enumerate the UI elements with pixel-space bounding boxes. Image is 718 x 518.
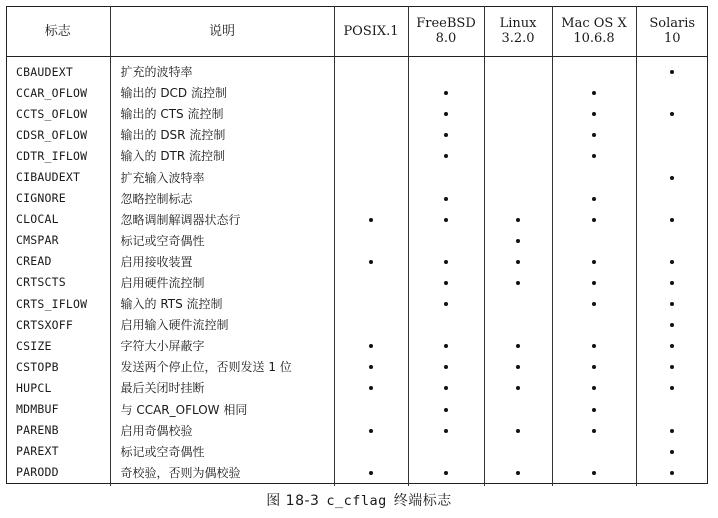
figure-caption [0, 490, 718, 510]
support-cell-linux [484, 462, 552, 486]
flag-description: 忽略调制解调器状态行 [110, 209, 334, 230]
support-cell-macos [552, 314, 636, 335]
header-flag: 标志 [6, 6, 110, 57]
support-cell-posix [334, 103, 408, 124]
caption-prefix: 图 18-3 [266, 493, 320, 509]
flag-name: CCTS_OFLOW [16, 106, 88, 121]
header-solaris: Solaris 10 [636, 6, 708, 57]
support-dot-icon [592, 260, 596, 264]
flag-name: MDMBUF [16, 402, 59, 417]
table-row [6, 377, 708, 398]
support-cell-linux [484, 103, 552, 124]
flag-description: 启用硬件流控制 [110, 272, 334, 293]
support-cell-posix [334, 57, 408, 83]
support-dot-icon [670, 323, 674, 327]
flag-description: 标记或空奇偶性 [110, 441, 334, 462]
flag-description: 字符大小屏蔽字 [110, 335, 334, 356]
support-cell-macos [552, 272, 636, 293]
support-dot-icon [592, 471, 596, 475]
support-cell-freebsd [408, 272, 484, 293]
support-cell-freebsd [408, 399, 484, 420]
table-body [6, 57, 708, 486]
support-cell-macos [552, 293, 636, 314]
support-cell-macos [552, 335, 636, 356]
table-row [6, 335, 708, 356]
support-cell-linux [484, 399, 552, 420]
support-cell-freebsd [408, 145, 484, 166]
support-dot-icon [592, 386, 596, 390]
support-cell-macos [552, 145, 636, 166]
support-cell-macos [552, 82, 636, 103]
support-cell-macos [552, 230, 636, 251]
support-dot-icon [592, 133, 596, 137]
support-dot-icon [592, 302, 596, 306]
flag-name: CIBAUDEXT [16, 170, 81, 185]
support-cell-solaris [636, 209, 708, 230]
support-cell-freebsd [408, 420, 484, 441]
support-cell-posix [334, 293, 408, 314]
support-cell-freebsd [408, 377, 484, 398]
support-dot-icon [369, 386, 373, 390]
cflag-table [6, 6, 708, 486]
table-row [6, 356, 708, 377]
support-cell-posix [334, 377, 408, 398]
support-dot-icon [516, 365, 520, 369]
support-dot-icon [444, 429, 448, 433]
support-cell-posix [334, 314, 408, 335]
support-cell-linux [484, 377, 552, 398]
flag-description: 启用输入硬件流控制 [110, 314, 334, 335]
support-cell-solaris [636, 356, 708, 377]
support-dot-icon [444, 197, 448, 201]
support-cell-freebsd [408, 188, 484, 209]
support-cell-solaris [636, 230, 708, 251]
flag-name: PAREXT [16, 444, 59, 459]
support-cell-macos [552, 103, 636, 124]
support-cell-linux [484, 335, 552, 356]
flag-name: PARODD [16, 465, 59, 480]
flag-description: 奇校验，否则为偶校验 [110, 462, 334, 486]
support-cell-freebsd [408, 356, 484, 377]
header-posix: POSIX.1 [334, 6, 408, 57]
flag-description: 输出的 DCD 流控制 [110, 82, 334, 103]
support-cell-macos [552, 166, 636, 187]
support-dot-icon [592, 91, 596, 95]
flag-name: CDTR_IFLOW [16, 148, 88, 163]
support-cell-freebsd [408, 462, 484, 486]
flag-description: 扩充输入波特率 [110, 166, 334, 187]
support-dot-icon [444, 365, 448, 369]
support-cell-posix [334, 124, 408, 145]
support-dot-icon [592, 408, 596, 412]
support-cell-solaris [636, 293, 708, 314]
support-cell-linux [484, 82, 552, 103]
table-row [6, 251, 708, 272]
table-row [6, 188, 708, 209]
flag-name: CRTSXOFF [16, 317, 73, 332]
support-cell-solaris [636, 124, 708, 145]
support-cell-freebsd [408, 293, 484, 314]
support-cell-solaris [636, 103, 708, 124]
support-dot-icon [444, 154, 448, 158]
flag-description: 启用奇偶校验 [110, 420, 334, 441]
support-cell-linux [484, 314, 552, 335]
header-linux: Linux 3.2.0 [484, 6, 552, 57]
support-cell-freebsd [408, 441, 484, 462]
support-cell-posix [334, 166, 408, 187]
support-dot-icon [444, 133, 448, 137]
flag-name: CMSPAR [16, 233, 59, 248]
support-cell-freebsd [408, 251, 484, 272]
flag-description: 输出的 CTS 流控制 [110, 103, 334, 124]
support-cell-linux [484, 293, 552, 314]
support-cell-posix [334, 188, 408, 209]
support-dot-icon [670, 302, 674, 306]
support-cell-solaris [636, 82, 708, 103]
support-cell-macos [552, 441, 636, 462]
support-dot-icon [592, 281, 596, 285]
table-header-row [6, 6, 708, 57]
support-cell-solaris [636, 166, 708, 187]
support-cell-macos [552, 209, 636, 230]
support-dot-icon [670, 344, 674, 348]
support-cell-linux [484, 272, 552, 293]
support-dot-icon [516, 260, 520, 264]
support-cell-posix [334, 399, 408, 420]
flag-name: CRTSCTS [16, 275, 66, 290]
support-cell-solaris [636, 420, 708, 441]
support-cell-linux [484, 356, 552, 377]
support-cell-macos [552, 57, 636, 83]
support-cell-freebsd [408, 314, 484, 335]
support-cell-macos [552, 399, 636, 420]
support-cell-posix [334, 420, 408, 441]
support-cell-posix [334, 230, 408, 251]
caption-suffix: 终端标志 [393, 493, 452, 509]
support-cell-linux [484, 57, 552, 83]
support-cell-posix [334, 441, 408, 462]
support-cell-macos [552, 377, 636, 398]
table-row [6, 230, 708, 251]
support-cell-posix [334, 272, 408, 293]
support-dot-icon [516, 344, 520, 348]
support-cell-linux [484, 441, 552, 462]
table-row [6, 209, 708, 230]
support-cell-solaris [636, 462, 708, 486]
support-dot-icon [444, 91, 448, 95]
support-dot-icon [592, 218, 596, 222]
support-dot-icon [670, 281, 674, 285]
table-row [6, 124, 708, 145]
table-row [6, 441, 708, 462]
support-dot-icon [369, 429, 373, 433]
support-dot-icon [670, 218, 674, 222]
support-cell-freebsd [408, 166, 484, 187]
support-dot-icon [516, 386, 520, 390]
support-dot-icon [592, 429, 596, 433]
support-cell-solaris [636, 441, 708, 462]
support-dot-icon [670, 70, 674, 74]
support-dot-icon [444, 218, 448, 222]
support-dot-icon [444, 408, 448, 412]
support-dot-icon [592, 197, 596, 201]
support-dot-icon [369, 344, 373, 348]
flag-name: CCAR_OFLOW [16, 85, 88, 100]
flag-name: CSTOPB [16, 359, 59, 374]
support-cell-macos [552, 188, 636, 209]
support-cell-freebsd [408, 230, 484, 251]
header-description: 说明 [110, 6, 334, 57]
flag-name: CLOCAL [16, 212, 59, 227]
flag-name: CRTS_IFLOW [16, 296, 88, 311]
table-row [6, 57, 708, 83]
support-dot-icon [369, 471, 373, 475]
support-dot-icon [592, 365, 596, 369]
support-cell-macos [552, 251, 636, 272]
support-cell-macos [552, 124, 636, 145]
table-row [6, 145, 708, 166]
support-dot-icon [670, 429, 674, 433]
support-dot-icon [369, 260, 373, 264]
table-row [6, 399, 708, 420]
flag-name: CIGNORE [16, 191, 66, 206]
support-dot-icon [670, 112, 674, 116]
table-row [6, 103, 708, 124]
flag-name: CBAUDEXT [16, 64, 73, 79]
support-cell-solaris [636, 145, 708, 166]
support-cell-linux [484, 420, 552, 441]
support-cell-linux [484, 188, 552, 209]
flag-name: CDSR_OFLOW [16, 127, 88, 142]
flag-name: CREAD [16, 254, 52, 269]
support-dot-icon [444, 302, 448, 306]
support-dot-icon [444, 260, 448, 264]
support-cell-macos [552, 420, 636, 441]
support-dot-icon [592, 344, 596, 348]
table-row [6, 314, 708, 335]
support-dot-icon [444, 112, 448, 116]
support-dot-icon [592, 112, 596, 116]
support-dot-icon [444, 281, 448, 285]
support-cell-freebsd [408, 57, 484, 83]
support-cell-solaris [636, 57, 708, 83]
support-cell-posix [334, 356, 408, 377]
support-cell-solaris [636, 335, 708, 356]
flag-name: HUPCL [16, 380, 52, 395]
support-cell-freebsd [408, 124, 484, 145]
header-macos: Mac OS X 10.6.8 [552, 6, 636, 57]
support-dot-icon [369, 218, 373, 222]
flag-name: PARENB [16, 423, 59, 438]
support-cell-linux [484, 209, 552, 230]
support-cell-posix [334, 462, 408, 486]
support-cell-posix [334, 335, 408, 356]
support-cell-solaris [636, 251, 708, 272]
flag-description: 输入的 DTR 流控制 [110, 145, 334, 166]
support-dot-icon [670, 386, 674, 390]
support-cell-posix [334, 209, 408, 230]
support-dot-icon [516, 281, 520, 285]
support-dot-icon [369, 365, 373, 369]
support-cell-freebsd [408, 209, 484, 230]
support-dot-icon [444, 471, 448, 475]
support-cell-linux [484, 251, 552, 272]
support-dot-icon [444, 344, 448, 348]
flag-description: 发送两个停止位，否则发送 1 位 [110, 356, 334, 377]
table-row [6, 293, 708, 314]
support-dot-icon [516, 218, 520, 222]
flag-description: 扩充的波特率 [110, 57, 334, 83]
table-row [6, 420, 708, 441]
support-dot-icon [670, 471, 674, 475]
support-dot-icon [592, 154, 596, 158]
flag-description: 输入的 RTS 流控制 [110, 293, 334, 314]
support-dot-icon [516, 239, 520, 243]
flag-description: 输出的 DSR 流控制 [110, 124, 334, 145]
support-dot-icon [670, 365, 674, 369]
support-dot-icon [670, 450, 674, 454]
table-row [6, 462, 708, 486]
header-freebsd: FreeBSD 8.0 [408, 6, 484, 57]
flag-description: 与 CCAR_OFLOW 相同 [110, 399, 334, 420]
support-cell-linux [484, 145, 552, 166]
support-dot-icon [670, 176, 674, 180]
support-dot-icon [670, 260, 674, 264]
support-cell-linux [484, 230, 552, 251]
flag-name: CSIZE [16, 338, 52, 353]
support-cell-linux [484, 166, 552, 187]
table-row [6, 82, 708, 103]
flag-description: 标记或空奇偶性 [110, 230, 334, 251]
caption-code: c_cflag [326, 493, 387, 509]
support-dot-icon [444, 386, 448, 390]
flag-description: 忽略控制标志 [110, 188, 334, 209]
support-cell-linux [484, 124, 552, 145]
support-dot-icon [516, 471, 520, 475]
support-cell-freebsd [408, 335, 484, 356]
support-cell-solaris [636, 314, 708, 335]
table-row [6, 166, 708, 187]
support-cell-freebsd [408, 103, 484, 124]
support-cell-solaris [636, 399, 708, 420]
support-dot-icon [516, 429, 520, 433]
support-cell-macos [552, 462, 636, 486]
support-cell-solaris [636, 272, 708, 293]
support-cell-posix [334, 145, 408, 166]
support-cell-macos [552, 356, 636, 377]
support-cell-freebsd [408, 82, 484, 103]
table-row [6, 272, 708, 293]
support-cell-solaris [636, 377, 708, 398]
support-cell-posix [334, 251, 408, 272]
support-cell-posix [334, 82, 408, 103]
flag-description: 启用接收装置 [110, 251, 334, 272]
support-cell-solaris [636, 188, 708, 209]
flag-description: 最后关闭时挂断 [110, 377, 334, 398]
